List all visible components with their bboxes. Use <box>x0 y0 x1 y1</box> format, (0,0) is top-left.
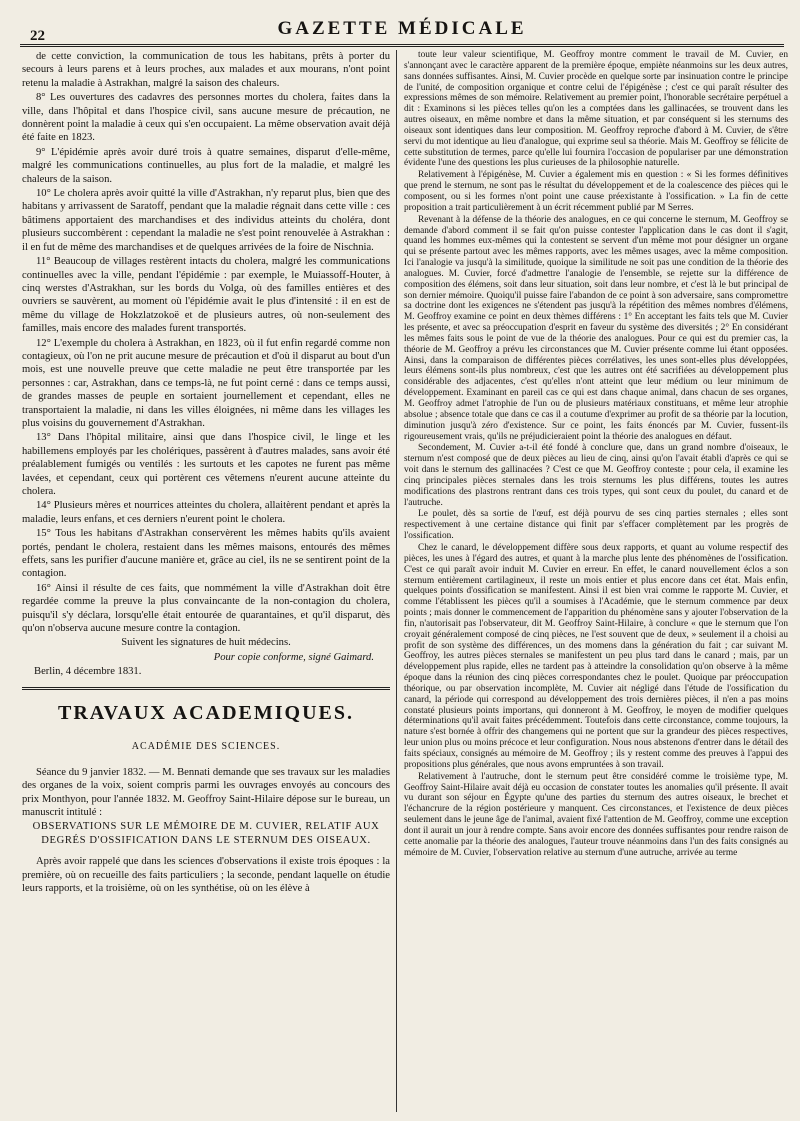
date-line: Berlin, 4 décembre 1831. <box>34 666 142 678</box>
paragraph: Après avoir rappelé que dans les sciences d'observations il existe trois époques : la première, où on recueille des faits particuliers ; la seconde, pendant laquelle on étudie leurs rapports, et la troisième, où on les synthétise, où on les élève à <box>22 856 390 894</box>
page-number: 22 <box>30 28 45 44</box>
paragraph: 15° Tous les habitans d'Astrakhan conservèrent les mêmes habits qu'ils avaient portés, pendant le cholera, restaient dans les mêmes maisons, entourés des mêmes effets, sans les purifier d'aucune manière et, grâce au ciel, ils ne se sentirent point de la contagion. <box>22 528 390 580</box>
subsection-title: ACADÉMIE DES SCIENCES. <box>131 740 281 752</box>
paragraph: 8° Les ouvertures des cadavres des personnes mortes du cholera, faites dans la ville, dans l'hôpital et dans l'hospice civil, sans aucune mesure de précaution, ne donnèrent point la maladie à ceux qui s'en occupaient. La même observation avait déjà été faite en 1823. <box>22 92 390 144</box>
page-header <box>20 14 784 47</box>
signature-note: Suivent les signatures de huit médecins. <box>121 637 291 649</box>
paragraph: 14° Plusieurs mères et nourrices atteintes du cholera, allaitèrent pendant et après la maladie, leurs enfans, et ces derniers n'eurent point le cholera. <box>22 500 390 525</box>
section-title: TRAVAUX ACADEMIQUES. <box>58 701 354 724</box>
section-divider <box>22 687 390 690</box>
journal-title: GAZETTE MÉDICALE <box>277 18 527 39</box>
paragraph: de cette conviction, la communication de tous les habitans, prêts à porter du secours à leurs parens et à leurs proches, aux malades et aux mourans, n'ont point retenu la maladie à Astrakhan, malgré la saison des chaleurs. <box>22 51 390 89</box>
paragraph: Relativement à l'autruche, dont le sternum peut être considéré comme le troisième type, M. Geoffroy Saint-Hilaire avait déjà eu occasion de constater toutes les anomalies qu'il présente. Il avait vu durant son séjour en Égypte qu'une des parties du sternum des autres oiseaux, le brechet et l'échancrure de la région postérieure y manquent. Ces circonstances, et l'existence de deux pièces seulement dans le jeune âge de l'animal, avaient fixé l'attention de M. Geoffroy, comme une exception dont il aurait un jour à rendre compte. Sans avoir encore des données suffisantes pour rendre raison de cette anomalie par la théorie des analogues, l'auteur trouve néanmoins dans l'un des faits consignés au mémoire de M. Cuvier, l'observation relative au sternum d'une autruche, arrivée au terme <box>404 771 788 858</box>
paragraph: Le poulet, dès sa sortie de l'œuf, est déjà pourvu de ses cinq parties sternales ; elles sont respectivement à une certaine distance qui finit par s'effacer complètement par les progrès de l'ossification. <box>404 509 788 542</box>
paragraph: Chez le canard, le développement diffère sous deux rapports, et quant au volume respectif des pièces, les unes à l'égard des autres, et quant à la marche plus lente des phénomènes de l'ossification. C'est ce qui paraît avoir induit M. Cuvier en erreur. En effet, le canard nouvellement éclos a son sternum entièrement cartilagineux, il reste un mois entier et plus encore dans cet état. Mais enfin, quelques points d'ossification se manifestent. Ainsi il est bien vrai comme le rapporte M. Cuvier, et comme l'établissent les pièces qu'il a soumises à l'Académie, que le sternum commence par deux points ; mais donner le commencement de l'apparition du phénomène sans y ajouter l'observation de la fin, n'autorisait pas l'observateur, dit M. Geoffroy Saint-Hilaire, à conclure « que le sternum que l'on croyait généralement composé de cinq pièces, ne l'est souvent que de deux, » seulement il a choisi au profit de son système des différences, un des momens dans la génération du fait ; car suivant M. Geoffroy, les autres pièces sternales se manifestent un peu plus tard dans le canard ; mais, par un développement plus rapide, elles ne tardent pas à atteindre la consolidation qu'on observe à la même époque dans la réunion des cinq pièces correspondantes chez le poulet. Quoique par préoccupation théorique, ou par observation incomplète, M. Cuvier ait négligé dans l'étude de l'ossification du canard, la période qui correspond au développement des trois dernières pièces, il n'en a pas moins constaté plusieurs points importans, qui donneront à M. Geoffroy, le moyen de modifier quelques déterminations qu'il avait faites précédemment. Toutefois dans cette circonstance, comme toujours, la nature s'est bornée à offrir des changemens qui ne portent que sur la grandeur des pièces respectives, leur union plus ou moins précoce et leur configuration. Nous nous abstenons d'entrer dans le détail des faits spéciaux, consignés au mémoire de M. Geoffroy ; ils y restent comme des preuves à l'appui des propositions plus générales, que nous avons empruntées à son travail. <box>404 542 788 770</box>
paragraph: toute leur valeur scientifique, M. Geoffroy montre comment le travail de M. Cuvier, en s'annonçant avec le caractère apparent de la première époque, empiète néanmoins sur les deux autres, sans données suffisantes. Ainsi, M. Cuvier procède en quelque sorte par insinuation contre le principe de l'unité, de composition organique et contre celui de l'épigénèse ; c'est ce qui paraît résulter des expressions mêmes de son mémoire. Relativement au premier point, l'honorable secrétaire perpétuel a dit : Examinons si les pièces telles qu'on les a comptées dans les gallinacées, se trouvent dans les autres oiseaux, en même nombre et dans la même situation, et par conséquent si les sternums des oiseaux sont identiques dans leur composition. M. Geoffroy reproche d'abord à M. Cuvier, de s'être servi du mot identique au lieu d'analogue, qui exprime seul sa théorie. Mais M. Geoffroy se félicite de cette substitution de termes, parce qu'elle lui fournira l'occasion de populariser par une démonstration évidente l'une des questions les plus curieuses de la philosophie naturelle. <box>404 50 788 169</box>
paragraph: 9° L'épidémie après avoir duré trois à quatre semaines, disparut d'elle-même, malgré les communications continuelles, au plus fort de la maladie, et malgré les chaleurs de la saison. <box>22 146 390 185</box>
paragraph: Secondement, M. Cuvier a-t-il été fondé à conclure que, dans un grand nombre d'oiseaux, le sternum n'est composé que de deux pièces au lieu de cinq, ainsi qu'on l'avait établi d'après ce qui se voit dans le sternum des gallinacées ? C'est ce que M. Geoffroy conteste ; pour cela, il examine les cinq principales pièces sternales dans les trois sternums les plus différens, toutes les autres modifications des plastrons rentrant dans ces trois types, qui sont ceux du poulet, du canard et de l'autruche. <box>404 443 788 508</box>
paragraph: 10° Le cholera après avoir quitté la ville d'Astrakhan, n'y reparut plus, bien que des habitans y arrivassent de Saratoff, pendant que la maladie régnait dans cette ville : ces bâtimens apportaient des marchandises et des individus atteints du choléra, dont plusieurs succombèrent : cependant la maladie ne s'est point renouvelée à Astrakhan : il en fut de même des marchandises et de quelques arrivées de la foire de Nischnia. <box>22 188 390 253</box>
session-paragraph: Séance du 9 janvier 1832. — M. Bennati demande que ses travaux sur les maladies des organes de la voix, soient compris parmi les ouvrages envoyés au concours des prix Monthyon, pour l'année 1832. M. Geoffroy Saint-Hilaire dépose sur le bureau, un manuscrit intitulé : <box>22 766 390 818</box>
paragraph: Relativement à l'épigénèse, M. Cuvier a également mis en question : « Si les formes définitives que prend le sternum, ne sont pas le résultat du développement et de la coalescence des pièces qui le composent, ou si les formes n'ont point une cause préexistante à l'ossification. » La fin de cette proposition a trait particulièrement à un écrit récemment publié par M Serres. <box>404 170 788 213</box>
copy-line: Pour copie conforme, signé Gaimard. <box>213 651 374 663</box>
paragraph: 16° Ainsi il résulte de ces faits, que nommément la ville d'Astrakhan doit être regardée comme la preuve la plus convaincante de la non-contagion du cholera, puisqu'il s'y déclara, lorsqu'elle était entourée de quarantaines, et qu'il disparut, dès qu'on n'observa aucune mesure contre la contagion. <box>22 582 390 635</box>
column-divider <box>396 50 397 1112</box>
left-column <box>22 50 390 1112</box>
paragraph: Revenant à la défense de la théorie des analogues, en ce qui concerne le sternum, M. Geoffroy se demande d'abord comment il se fait qu'on puisse contester l'application dans le cas dont il s'agit, quand les hommes eux-mêmes qui la contestent se servent d'un même mot pour désigner un organe qui se présente partout avec les mêmes rapports, avec les mêmes usages, avec la même composition. Ici l'analogie va jusqu'à la similitude, quoique la similitude ne soit pas une condition de la théorie des analogues. M. Cuvier, forcé d'admettre l'analogie de l'ensemble, se rejette sur la différence de composition des élémens, soit dans leur situation, soit dans leur nombre, et c'est là le but principal de son dernier mémoire. Quoiqu'il puisse faire l'abandon de ce point à son adversaire, sans compromettre sa doctrine dont les exigences ne s'étendent pas jusqu'à la répétition des mêmes nombres d'élémens, M. Geoffroy examine ce point en deux thèmes différens : 1° En acceptant les faits tels que M. Cuvier les présente, et avec sa préoccupation d'esprit en faveur du système des diversités ; 2° En considérant les mêmes faits sous le point de vue de la théorie des analogues. Pour ce qui est du premier cas, la théorie de M. Geoffroy a prévu les circonstances que M. Cuvier présente comme lui étant opposées. Ainsi, dans la comparaison de différentes pièces corrélatives, les unes sont-elles plus développées, leurs élémens sont-ils plus nombreux, c'est que les autres ont été sacrifiées au développement plus considérable des adjacentes, c'est qu'elles n'ont atteint que leur médium ou leur minimum de développement. Examinant en pareil cas ce qui est dans chaque animal, dans chacun de ses organes, M. Geoffroy admet l'atrophie de l'un ou de plusieurs matériaux constituans, et même leur atrophie absolue ; absence totale que dans ce cas il a coutume d'exprimer au profit de sa théorie par la locution, diminution jusqu'à zéro d'existence. Sur ce point, les faits énoncés par M. Cuvier, fussent-ils rigoureusement vrais, qu'ils ne préjudicieraient point la théorie des analogues en défaut. <box>404 214 788 442</box>
paragraph: 11° Beaucoup de villages restèrent intacts du cholera, malgré les communications continuelles avec la ville, pendant l'épidémie : par exemple, le Muiassoff-Houter, à cinq werstes d'Astrakhan, sur les bords du Volga, où des familles entières et des ouvriers se sauvèrent, au moment où l'épidémie avait le plus d'intensité : il en est de même du village de Hokzlatzokoë et de plusieurs autres, où non-seulement des familles, mais encore des malades furent transportés. <box>22 256 390 335</box>
paragraph: 13° Dans l'hôpital militaire, ainsi que dans l'hospice civil, le linge et les habillemens employés par les cholériques, passèrent à d'autres malades, sans avoir été préalablement fumigés ou ventilés : les surtouts et les capotes ne furent pas même lavées, et cependant, ceux qui portèrent ces vêtemens n'eurent aucune atteinte du cholera. <box>22 432 390 497</box>
paper-title: OBSERVATIONS SUR LE MÉMOIRE DE M. CUVIER, RELATIF AUX DEGRÉS D'OSSIFICATION DANS LE STERNUM DES OISEAUX. <box>32 821 380 846</box>
paragraph: 12° L'exemple du cholera à Astrakhan, en 1823, où il fut enfin regardé comme non contagieux, où l'on ne prit aucune mesure de précaution et d'où il disparut au bout d'un mois, est une nouvelle preuve que cette maladie ne peut être transportée par les personnes : car, Astrakhan, dans ce temps-là, ne fut point cerné : dans ce temps aussi, de grandes masses de peuple en sortaient journellement et cependant, elles ne transportaient la maladie, ni dans les villes éloignées, ni même dans les villages les plus voisins du gouvernement d'Astrakhan. <box>22 337 390 429</box>
right-column <box>404 50 788 1116</box>
